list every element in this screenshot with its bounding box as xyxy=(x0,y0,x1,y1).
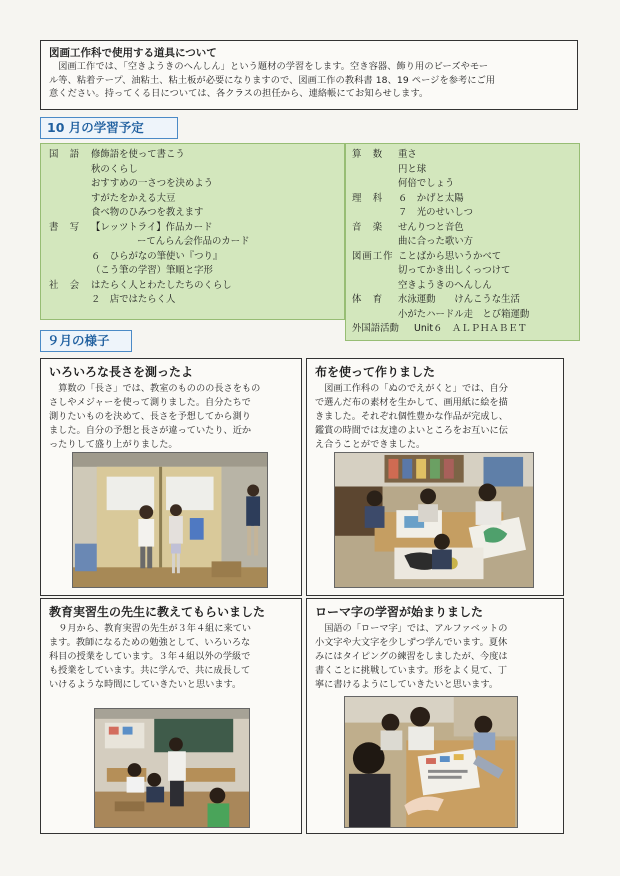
schedule-topic: 切ってかき出しくっつけて xyxy=(398,265,511,276)
schedule-topic: はたらく人とわたしたちのくらし xyxy=(91,279,232,291)
article-line: ９月から、教育実習の先生が３年４組に来てい xyxy=(58,623,252,634)
schedule-row xyxy=(49,235,344,250)
article-line: で選んだ布の素材を生かして、画用紙に絵を描 xyxy=(315,397,508,408)
schedule-topic: Unit６ ＡＬＰＨＡＢＥＴ xyxy=(414,323,527,334)
photo-student-teacher xyxy=(94,708,250,828)
schedule-topic: 水泳運動 けんこうな生活 xyxy=(398,294,520,305)
article-line: 鑑賞の時間では友達のよいところをお互いに伝 xyxy=(315,425,508,436)
schedule-row xyxy=(352,221,579,236)
article-line: みにはタイピングの練習をしましたが、今度は xyxy=(315,651,508,662)
schedule-subject: 算 数 xyxy=(352,149,384,160)
article-line: ます。教師になるための勉強として、いろいろな xyxy=(49,637,251,648)
article-title: ローマ字の学習が始まりました xyxy=(315,605,484,619)
schedule-subject xyxy=(49,192,91,207)
photo-romaji-lesson xyxy=(344,696,518,828)
schedule-right xyxy=(345,143,580,341)
schedule-topic: 空きようきのへんしん xyxy=(398,279,492,291)
article-title: 布を使って作りました xyxy=(315,365,436,379)
schedule-topic: 円と球 xyxy=(398,163,427,175)
schedule-topic: 小がたハードル走 とび箱運動 xyxy=(398,308,530,320)
schedule-topic: 【レッツトライ】作品カード xyxy=(91,221,213,233)
schedule-row xyxy=(352,250,579,265)
schedule-subject xyxy=(352,206,398,221)
schedule-row xyxy=(352,163,579,178)
schedule-row xyxy=(49,221,344,236)
schedule-topic: 重さ xyxy=(398,149,417,160)
schedule-topic: 秋のくらし xyxy=(91,163,138,175)
schedule-row xyxy=(49,279,344,294)
schedule-subject xyxy=(352,177,398,192)
schedule-subject: 図画工作 xyxy=(352,250,394,262)
article-line: 算数の「長さ」では、教室のもののの長さをもの xyxy=(58,383,261,394)
schedule-row xyxy=(352,235,579,250)
schedule-subject: 体 育 xyxy=(352,294,384,305)
schedule-row xyxy=(352,177,579,192)
schedule-subject: 書 写 xyxy=(49,221,81,233)
schedule-subject xyxy=(49,206,91,221)
schedule-subject xyxy=(352,163,398,178)
schedule-topic: ６ かげと太陽 xyxy=(398,192,464,204)
schedule-topic: ６ ひらがなの筆使い『つり』 xyxy=(91,250,223,262)
article-line: え合うことができました。 xyxy=(315,439,426,450)
schedule-row xyxy=(352,206,579,221)
schedule-topic: 食べ物のひみつを教えます xyxy=(91,207,204,218)
schedule-row xyxy=(352,264,579,279)
article-line: も授業をしています。共に学んで、共に成長して xyxy=(49,665,251,676)
article-line: いけるような時間にしていきたいと思います。 xyxy=(49,679,242,690)
tools-notice xyxy=(40,40,578,110)
article-body xyxy=(315,382,555,452)
schedule-row xyxy=(49,206,344,221)
schedule-topic: （こう筆の学習）筆順と字形 xyxy=(91,265,213,276)
article-body xyxy=(49,622,293,692)
schedule-row xyxy=(352,322,579,337)
schedule-row xyxy=(352,308,579,323)
article-line: さしやメジャーを使って測りました。自分たちで xyxy=(49,397,251,408)
notice-line: ル等、粘着テープ、油粘土、粘土板が必要になりますので、図画工作の教科書 18、19 ページを参考にご用 xyxy=(49,74,496,86)
schedule-row xyxy=(352,192,579,207)
schedule-topic: ２ 店ではたらく人 xyxy=(91,294,176,305)
schedule-row xyxy=(49,192,344,207)
schedule-left xyxy=(40,143,345,320)
schedule-subject xyxy=(49,177,91,192)
article-line: きました。それぞれ個性豊かな作品が完成し、 xyxy=(315,411,508,422)
article-line: 寧に書けるようにしていきたいと思います。 xyxy=(315,679,499,690)
article-line: ったりして盛り上がりました。 xyxy=(49,439,178,450)
schedule-topic: ーてんらん会作品のカード xyxy=(137,236,250,247)
article-title: いろいろな長さを測ったよ xyxy=(49,365,194,379)
september-heading: ９月の様子 xyxy=(40,330,132,352)
schedule-subject xyxy=(49,264,91,279)
notice-line: 図画工作では、「空きようきのへんしん」という題材の学習をします。空き容器、飾り用のビーズやモー xyxy=(58,61,489,72)
schedule-subject xyxy=(49,250,91,265)
schedule-row xyxy=(49,293,344,308)
schedule-topic: ７ 光のせいしつ xyxy=(398,207,474,218)
article-body xyxy=(315,622,555,692)
schedule-topic: 曲に合った歌い方 xyxy=(398,236,474,247)
schedule-row xyxy=(49,264,344,279)
article-title: 教育実習生の先生に教えてもらいました xyxy=(49,605,266,619)
article-line: 小文字や大文字を少しずつ学んでいます。夏休 xyxy=(315,637,508,648)
schedule-row xyxy=(49,250,344,265)
photo-measuring-door xyxy=(72,452,268,588)
schedule-topic: ことばから思いうかべて xyxy=(398,250,502,262)
article-body xyxy=(49,382,293,452)
schedule-topic: 修飾語を使って書こう xyxy=(91,149,185,160)
schedule-subject xyxy=(352,235,398,250)
schedule-subject: 国 語 xyxy=(49,149,81,160)
photo-cloth-artwork xyxy=(334,452,534,588)
schedule-row xyxy=(352,279,579,294)
schedule-topic: せんりつと音色 xyxy=(398,221,464,233)
notice-body xyxy=(49,60,569,101)
schedule-subject xyxy=(352,264,398,279)
schedule-subject: 外国語活動 xyxy=(352,323,399,334)
schedule-row xyxy=(49,177,344,192)
schedule-topic: すがたをかえる大豆 xyxy=(91,192,176,204)
schedule-subject: 理 科 xyxy=(352,192,384,204)
article-line: ました。自分の予想と長さが違っていたり、近か xyxy=(49,425,252,436)
article-line: 図画工作科の「ぬのでえがくと」では、自分 xyxy=(324,383,508,394)
schedule-topic: おすすめの一さつを決めよう xyxy=(91,178,213,189)
schedule-subject xyxy=(49,293,91,308)
schedule-row xyxy=(49,148,344,163)
article-line: 国語の「ローマ字」では、アルファベットの xyxy=(324,623,508,634)
october-heading: 10 月の学習予定 xyxy=(40,117,178,139)
schedule-row xyxy=(352,293,579,308)
schedule-subject xyxy=(352,308,398,323)
notice-line: 意ください。持ってくる日については、各クラスの担任から、連絡帳にてお知らせします。 xyxy=(49,88,429,99)
article-line: 測りたいものを決めて、長さを予想してから測り xyxy=(49,411,251,422)
schedule-subject: 音 楽 xyxy=(352,221,384,233)
schedule-row xyxy=(352,148,579,163)
schedule-topic: 何倍でしょう xyxy=(398,178,455,189)
schedule-subject xyxy=(352,279,398,294)
schedule-subject xyxy=(49,163,91,178)
article-line: 書くことに挑戦しています。形をよく見て、丁 xyxy=(315,665,508,676)
schedule-subject: 社 会 xyxy=(49,279,81,291)
schedule-row xyxy=(49,163,344,178)
notice-title: 図画工作科で使用する道具について xyxy=(49,47,217,59)
article-line: 科目の授業をしています。３年４組以外の学級で xyxy=(49,651,251,662)
